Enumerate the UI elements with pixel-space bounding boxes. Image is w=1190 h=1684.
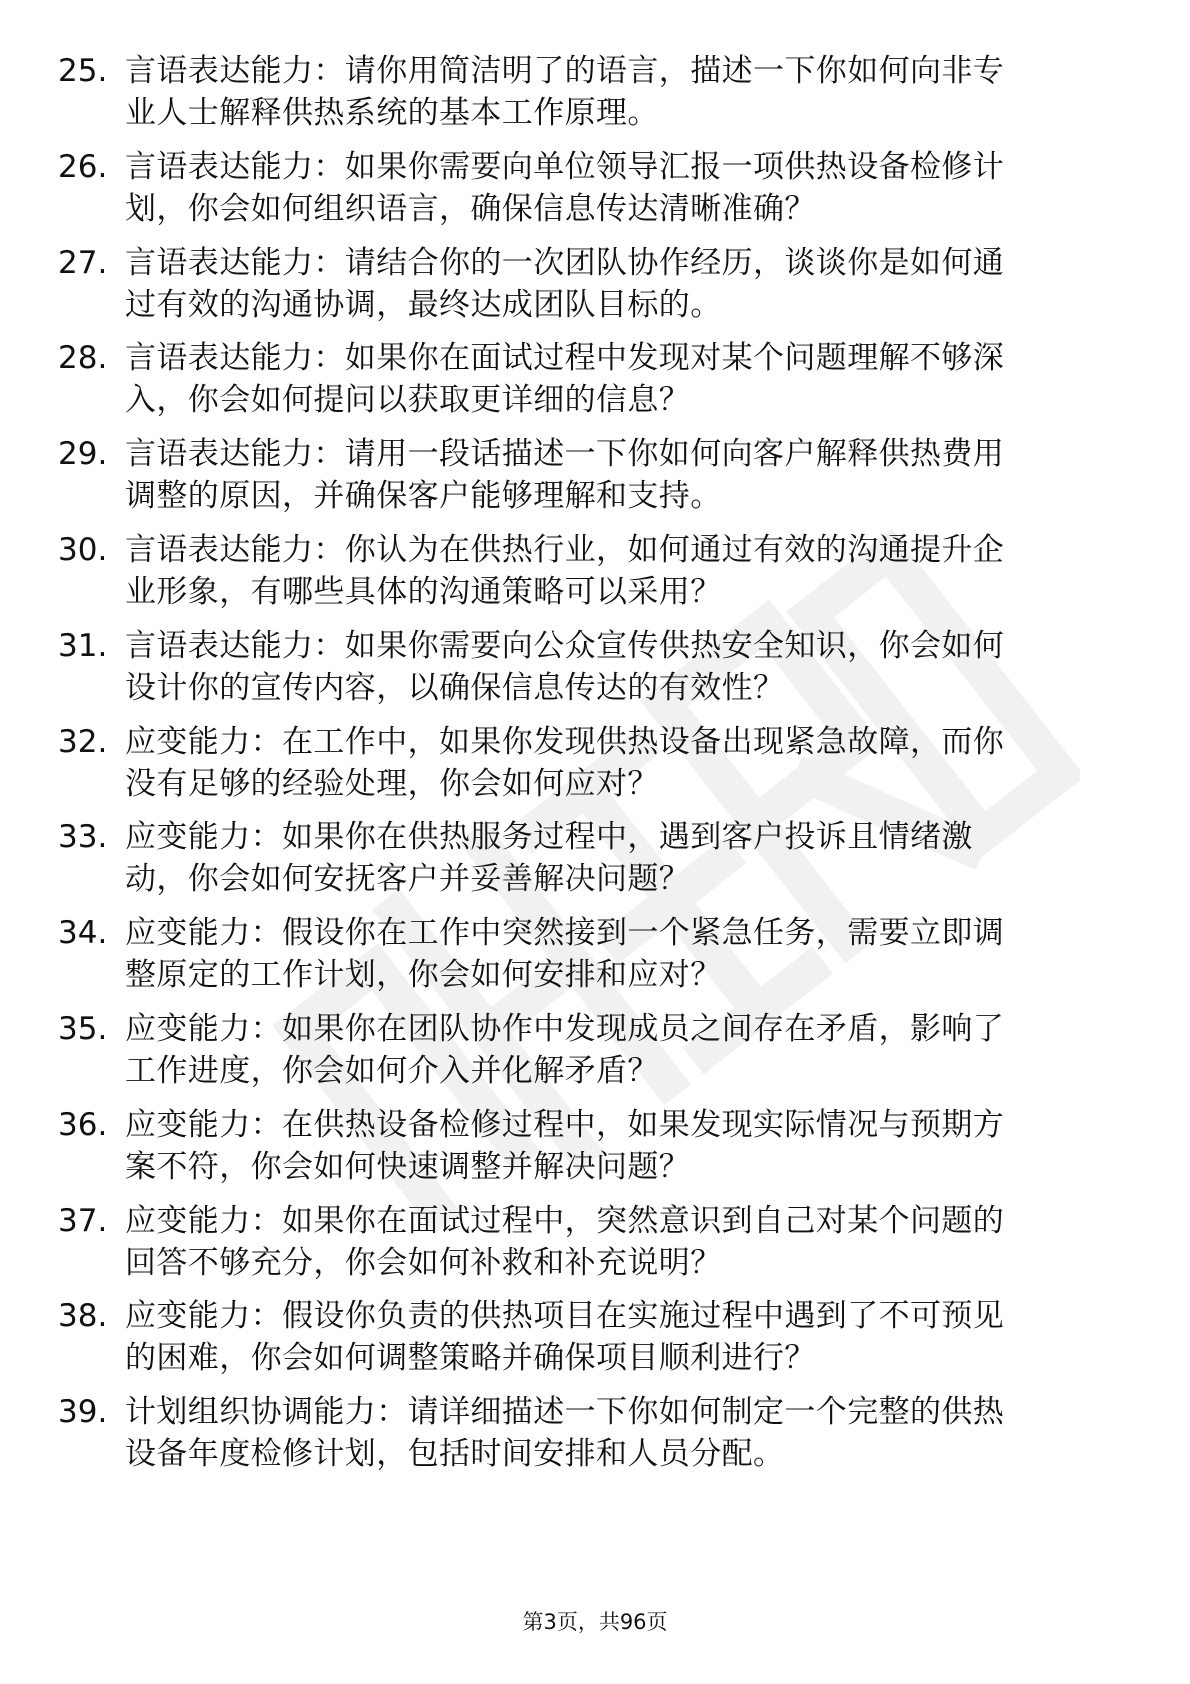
question-text — [125, 625, 1115, 709]
question-number: 39. — [58, 1394, 108, 1431]
question-text-line: 言语表达能力：如果你在面试过程中发现对某个问题理解不够深 — [125, 340, 1005, 377]
question-number: 29. — [58, 436, 108, 473]
question-text-line: 的困难，你会如何调整策略并确保项目顺利进行？ — [125, 1340, 816, 1377]
question-number: 31. — [58, 627, 108, 664]
question-text — [125, 1008, 1115, 1092]
question-text-line: 言语表达能力：如果你需要向单位领导汇报一项供热设备检修计 — [125, 148, 1005, 185]
question-text-line: 应变能力：如果你在团队协作中发现成员之间存在矛盾，影响了 — [125, 1011, 1005, 1047]
question-text-line: 应变能力：假设你负责的供热项目在实施过程中遇到了不可预见 — [125, 1298, 1005, 1335]
question-text — [125, 1295, 1115, 1379]
question-text-line: 回答不够充分，你会如何补救和补充说明？ — [125, 1244, 722, 1281]
question-text — [125, 433, 1115, 517]
question-text-line: 应变能力：在供热设备检修过程中，如果发现实际情况与预期方 — [125, 1106, 1005, 1143]
question-text-line: 没有足够的经验处理，你会如何应对？ — [125, 765, 659, 802]
question-text-line: 工作进度，你会如何介入并化解矛盾？ — [125, 1053, 659, 1089]
question-text-line: 计划组织协调能力：请详细描述一下你如何制定一个完整的供热 — [125, 1394, 1005, 1431]
question-text-line: 调整的原因，并确保客户能够理解和支持。 — [125, 478, 722, 515]
question-number: 38. — [58, 1298, 108, 1335]
question-text-line: 言语表达能力：请你用简洁明了的语言，描述一下你如何向非专 — [125, 53, 1005, 89]
question-text — [125, 816, 1115, 900]
question-text-line: 设计你的宣传内容，以确保信息传达的有效性？ — [125, 669, 785, 706]
question-text-line: 言语表达能力：请用一段话描述一下你如何向客户解释供热费用 — [125, 436, 1005, 473]
question-number: 30. — [58, 532, 108, 568]
question-text-line: 入，你会如何提问以获取更详细的信息？ — [125, 382, 691, 419]
question-text-line: 业人士解释供热系统的基本工作原理。 — [125, 95, 659, 131]
question-text-line: 应变能力：如果你在面试过程中，突然意识到自己对某个问题的 — [125, 1202, 1005, 1239]
question-number: 25. — [58, 53, 108, 89]
question-text-line: 应变能力：假设你在工作中突然接到一个紧急任务，需要立即调 — [125, 915, 1005, 952]
page-number-label: 第3页，共96页 — [522, 1610, 668, 1634]
question-number: 32. — [58, 723, 108, 760]
question-text-line: 设备年度检修计划，包括时间安排和人员分配。 — [125, 1436, 785, 1473]
question-text — [125, 912, 1115, 996]
question-number: 35. — [58, 1011, 108, 1047]
question-text — [125, 242, 1115, 326]
question-text-line: 动，你会如何安抚客户并妥善解决问题？ — [125, 861, 691, 898]
question-text-line: 过有效的沟通协调，最终达成团队目标的。 — [125, 286, 722, 323]
question-text — [125, 529, 1115, 613]
question-text — [125, 1104, 1115, 1188]
question-text — [125, 1391, 1115, 1475]
question-text-line: 业形象，有哪些具体的沟通策略可以采用？ — [125, 574, 722, 610]
question-text — [125, 146, 1115, 230]
question-number: 28. — [58, 340, 108, 377]
question-text — [125, 1200, 1115, 1284]
question-text-line: 应变能力：在工作中，如果你发现供热设备出现紧急故障，而你 — [125, 723, 1005, 760]
question-text — [125, 337, 1115, 421]
page-footer — [0, 1608, 1190, 1636]
question-number: 37. — [58, 1202, 108, 1239]
question-text-line: 言语表达能力：请结合你的一次团队协作经历，谈谈你是如何通 — [125, 244, 1005, 281]
question-text-line: 言语表达能力：你认为在供热行业，如何通过有效的沟通提升企 — [125, 532, 1005, 568]
question-text-line: 应变能力：如果你在供热服务过程中，遇到客户投诉且情绪激 — [125, 819, 973, 856]
question-number: 34. — [58, 915, 108, 952]
question-text-line: 案不符，你会如何快速调整并解决问题？ — [125, 1148, 691, 1185]
question-number: 26. — [58, 148, 108, 185]
question-text-line: 整原定的工作计划，你会如何安排和应对？ — [125, 957, 722, 994]
question-text — [125, 50, 1115, 134]
question-text-line: 划，你会如何组织语言，确保信息传达清晰准确？ — [125, 190, 816, 227]
question-number: 36. — [58, 1106, 108, 1143]
question-number: 33. — [58, 819, 108, 856]
question-number: 27. — [58, 244, 108, 281]
question-text-line: 言语表达能力：如果你需要向公众宣传供热安全知识，你会如何 — [125, 627, 1005, 664]
question-text — [125, 721, 1115, 805]
